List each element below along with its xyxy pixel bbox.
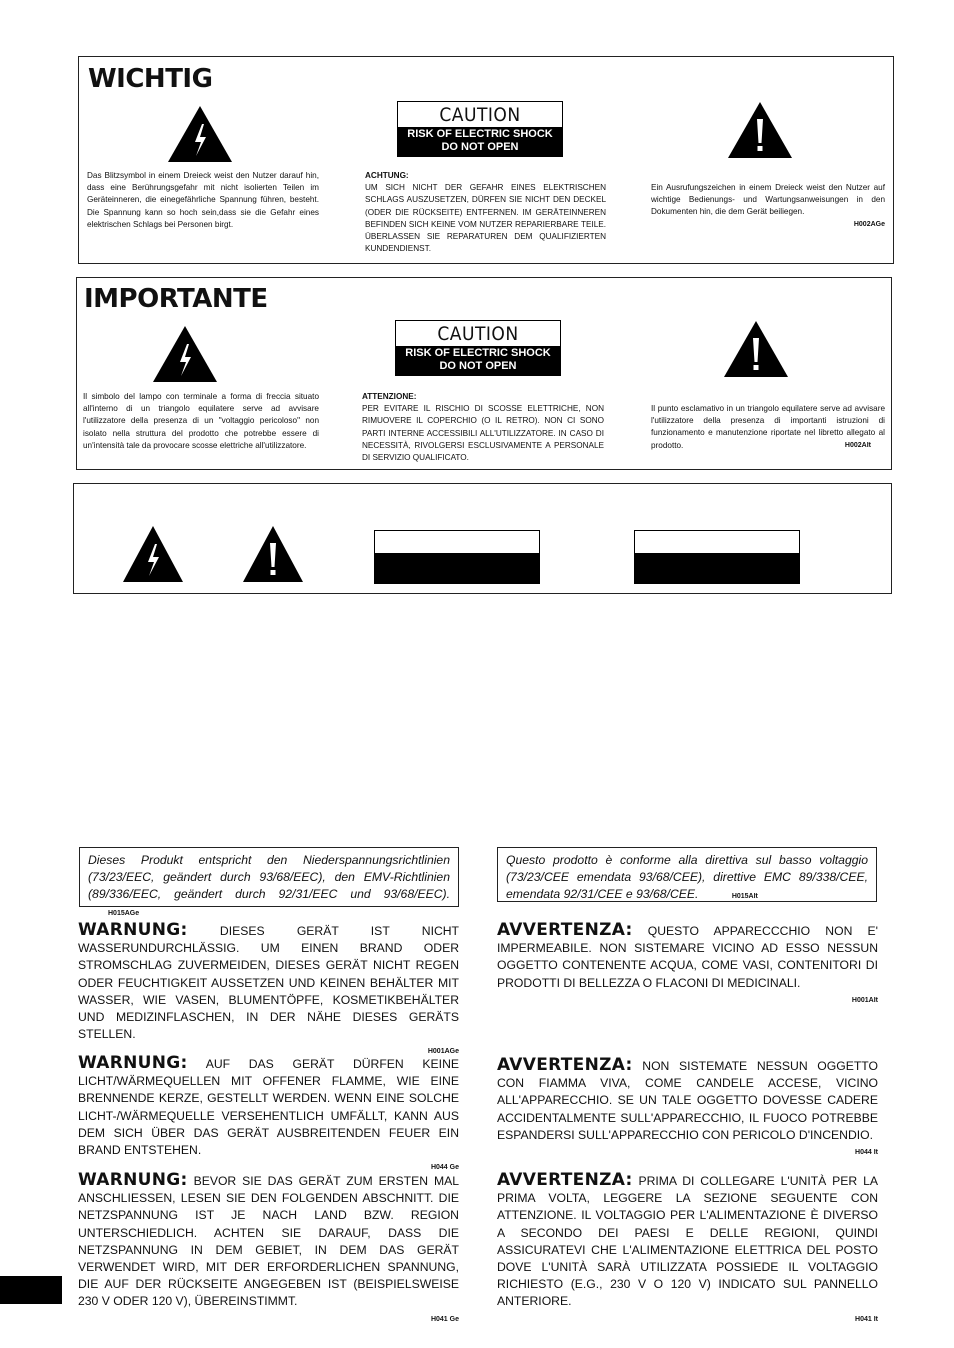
warning-de-3: WARNUNG: BEVOR SIE DAS GERÄT ZUM ERSTEN MAL ANSCHLIESSEN, LESEN SIE DEN FOLGENDEN ABSCHNITT. DIE NETZSPANNUNG IST JE NACH LAND BZW. REGION UNTERSCHIEDLICH. ACHTEN SIE DARAUF, DASS DIE NETZSPANNUNG IN DEM GEBIET, IN DEM DAS GERÄT VERWENDET WIRD, MIT DER ERFORDERLICHEN SPANNUNG, DIE AUF DER RÜCKSEITE ANGEGEBEN IST (BEISPIELSWEISE 230 V ODER 120 V), ÜBEREINSTIMMT. H041 Ge (78, 1170, 459, 1323)
achtung-block (365, 170, 606, 255)
blank-caution-label (374, 530, 540, 584)
exclamation-description (651, 403, 885, 452)
warning-de-1: WARNUNG: DIESES GERÄT IST NICHT WASSERUNDURCHLÄSSIG. UM EINEN BRAND ODER STROMSCHLAG ZUVERMEIDEN, DIESES GERÄT NICHT REGEN ODER FEUCHTIGKEIT AUSSETZEN UND KEINEN BEHÄLTER MIT WASSER, WIE VASEN, BLUMENTÖPFE, KOSMETIKBEHÄLTER UND MEDIZINFLASCHEN, IN DER NÄHE DIESES GERÄTS STELLEN. H001AGe (78, 920, 459, 1056)
lightning-warning-icon (151, 324, 219, 384)
lightning-warning-icon (166, 104, 234, 164)
warning-it-1: AVVERTENZA: QUESTO APPARECCCHIO NON E' IMPERMEABILE. NON SISTEMARE VICINO AD ESSO NESSUN OGGETTO CONTENENTE ACQUA, COME VASI, CONTENITORI DI PRODOTTI DI BELLEZZA O FLACONI DI MEDICINALI. H001AIt (497, 920, 878, 1004)
caution-label-title: CAUTION (439, 104, 521, 126)
caution-label (397, 101, 563, 157)
exclamation-warning-icon (241, 524, 305, 584)
blank-caution-label (634, 530, 800, 584)
caution-label (395, 320, 561, 376)
importante-title: IMPORTANTE (84, 284, 268, 314)
exclamation-text: Il punto esclamativo in un triangolo equilatere serve ad avvisare l'utilizzatore della presenza di importanti istruzioni di funzionamento e manutenzione riportate nel libretto allegato al prodotto. (651, 404, 885, 450)
attenzione-block (362, 391, 604, 464)
lightning-description: Das Blitzsymbol in einem Dreieck weist den Nutzer darauf hin, dass eine Berührungsgefahr mit nicht isolierten Teilen im Geräteinneren, die einegefährliche Spannung führen, besteht. Die Spannung kann so hoch sein,dass sie die Gefahr eines elektrischen Schlags bei Personen birgt. (87, 171, 319, 229)
exclamation-warning-icon (727, 101, 793, 159)
caution-label-title: CAUTION (437, 323, 519, 345)
attenzione-heading: ATTENZIONE: (362, 392, 417, 401)
attenzione-text: PER EVITARE IL RISCHIO DI SCOSSE ELETTRICHE, NON RIMUOVERE IL COPERCHIO (O IL RETRO). NON CI SONO PARTI INTERNE ACCESSIBILI ALL'UTILIZZATORE. IN CASO DI NECESSITÀ, RIVOLGERSI ESCLUSIVAMENTE A PERSONALE DI SERVIZIO QUALIFICATO. (362, 404, 604, 463)
exclamation-warning-icon (723, 320, 789, 378)
lightning-warning-icon (121, 524, 185, 584)
page-edge-tab (0, 1276, 62, 1304)
achtung-heading: ACHTUNG: (365, 171, 409, 180)
compliance-note-de: Dieses Produkt entspricht den Niederspannungsrichtlinien (73/23/EEC, geändert durch 93/68/EEC), den EMV-Richtlinien (89/336/EEC, geändert durch 92/31/EEC und 93/68/EEC). H015AGe (79, 847, 459, 907)
achtung-text: UM SICH NICHT DER GEFAHR EINES ELEKTRISCHEN SCHLAGS AUSZUSETZEN, DÜRFEN SIE NICHT DEN DECKEL (ODER DIE RÜCKSEITE) ENTFERNEN. IM GERÄTEINNEREN BEFINDEN SICH KEINE VOM NUTZER REPARIERBARE TEILE. ÜBERLASSEN SIE REPARATUREN DEM QUALIFIZIERTEN KUNDENDIENST. (365, 183, 606, 254)
wichtig-title: WICHTIG (88, 64, 213, 94)
warning-de-2: WARNUNG: AUF DAS GERÄT DÜRFEN KEINE LICHT/WÄRMEQUELLEN MIT OFFENER FLAMME, WIE EINE BRENNENDE KERZE, GESTELLT WERDEN. WENN EINE SOLCHE LICHT-/WÄRMEQUELLE VERSEHENTLICH UMFÄLLT, KANN AUS DEM SICH ÜBER DAS GERÄT AUSBREITENDEN FEUER EIN BRAND ENTSTEHEN. H044 Ge (78, 1053, 459, 1172)
doc-code: H002AGe (853, 220, 885, 228)
doc-code: H002AIt (844, 441, 871, 449)
compliance-note-it: Questo prodotto è conforme alla direttiva sul basso voltaggio (73/23/CEE emendata 93/68/CEE), direttive EMC 89/338/CEE, emendata 92/31/CEE e 93/68/CEE. H015AIt (497, 847, 877, 902)
warning-it-2: AVVERTENZA: NON SISTEMATE NESSUN OGGETTO CON FIAMMA VIVA, COME CANDELE ACCESE, VICINO ALL'APPARECCHIO. SE UN TALE OGGETTO DOVESSE CADERE ACCIDENTALMENTE SULL'APPARECCHIO, IL FUOCO POTREBBE ESPANDERSI SULL'APPARECCHIO CON PERICOLO D'INCENDIO. H044 It (497, 1055, 879, 1157)
exclamation-text: Ein Ausrufungszeichen in einem Dreieck weist den Nutzer auf wichtige Bedienungs- und Wartungsanweisungen in den Dokumenten hin, die dem Gerät beiliegen. (651, 183, 885, 217)
warning-it-3: AVVERTENZA: PRIMA DI COLLEGARE L'UNITÀ PER LA PRIMA VOLTA, LEGGERE LA SEZIONE SEGUENTE CON ATTENZIONE. IL VOLTAGGIO PER L'ALIMENTAZIONE È DIVERSO A SECONDO DEI PAESI E DELLE REGIONI, QUINDI ASSICURATEVI CHE L'ALIMENTAZIONE ELETTRICA DEL POSTO DOVE L'UNITÀ SARÀ UTILIZZATA POSSIEDE IL VOLTAGGIO RICHIESTO (E.G., 230 V O 120 V) INDICATO SUL PANNELLO ANTERIORE. H041 It (497, 1170, 878, 1323)
lightning-description: Il simbolo del lampo con terminale a forma di freccia situato all'interno di un triangolo equilatere serve ad avvisare l'utilizzatore della presenza di un "voltaggio pericoloso" non isolato nella struttura del prodotto che potrebbe essere di un'intensità tale da provocare scosse elettriche all'utilizzatore. (83, 392, 319, 450)
caution-label-text: RISK OF ELECTRIC SHOCK DO NOT OPEN (398, 127, 562, 156)
caution-label-text: RISK OF ELECTRIC SHOCK DO NOT OPEN (396, 346, 560, 375)
exclamation-description (651, 182, 885, 231)
